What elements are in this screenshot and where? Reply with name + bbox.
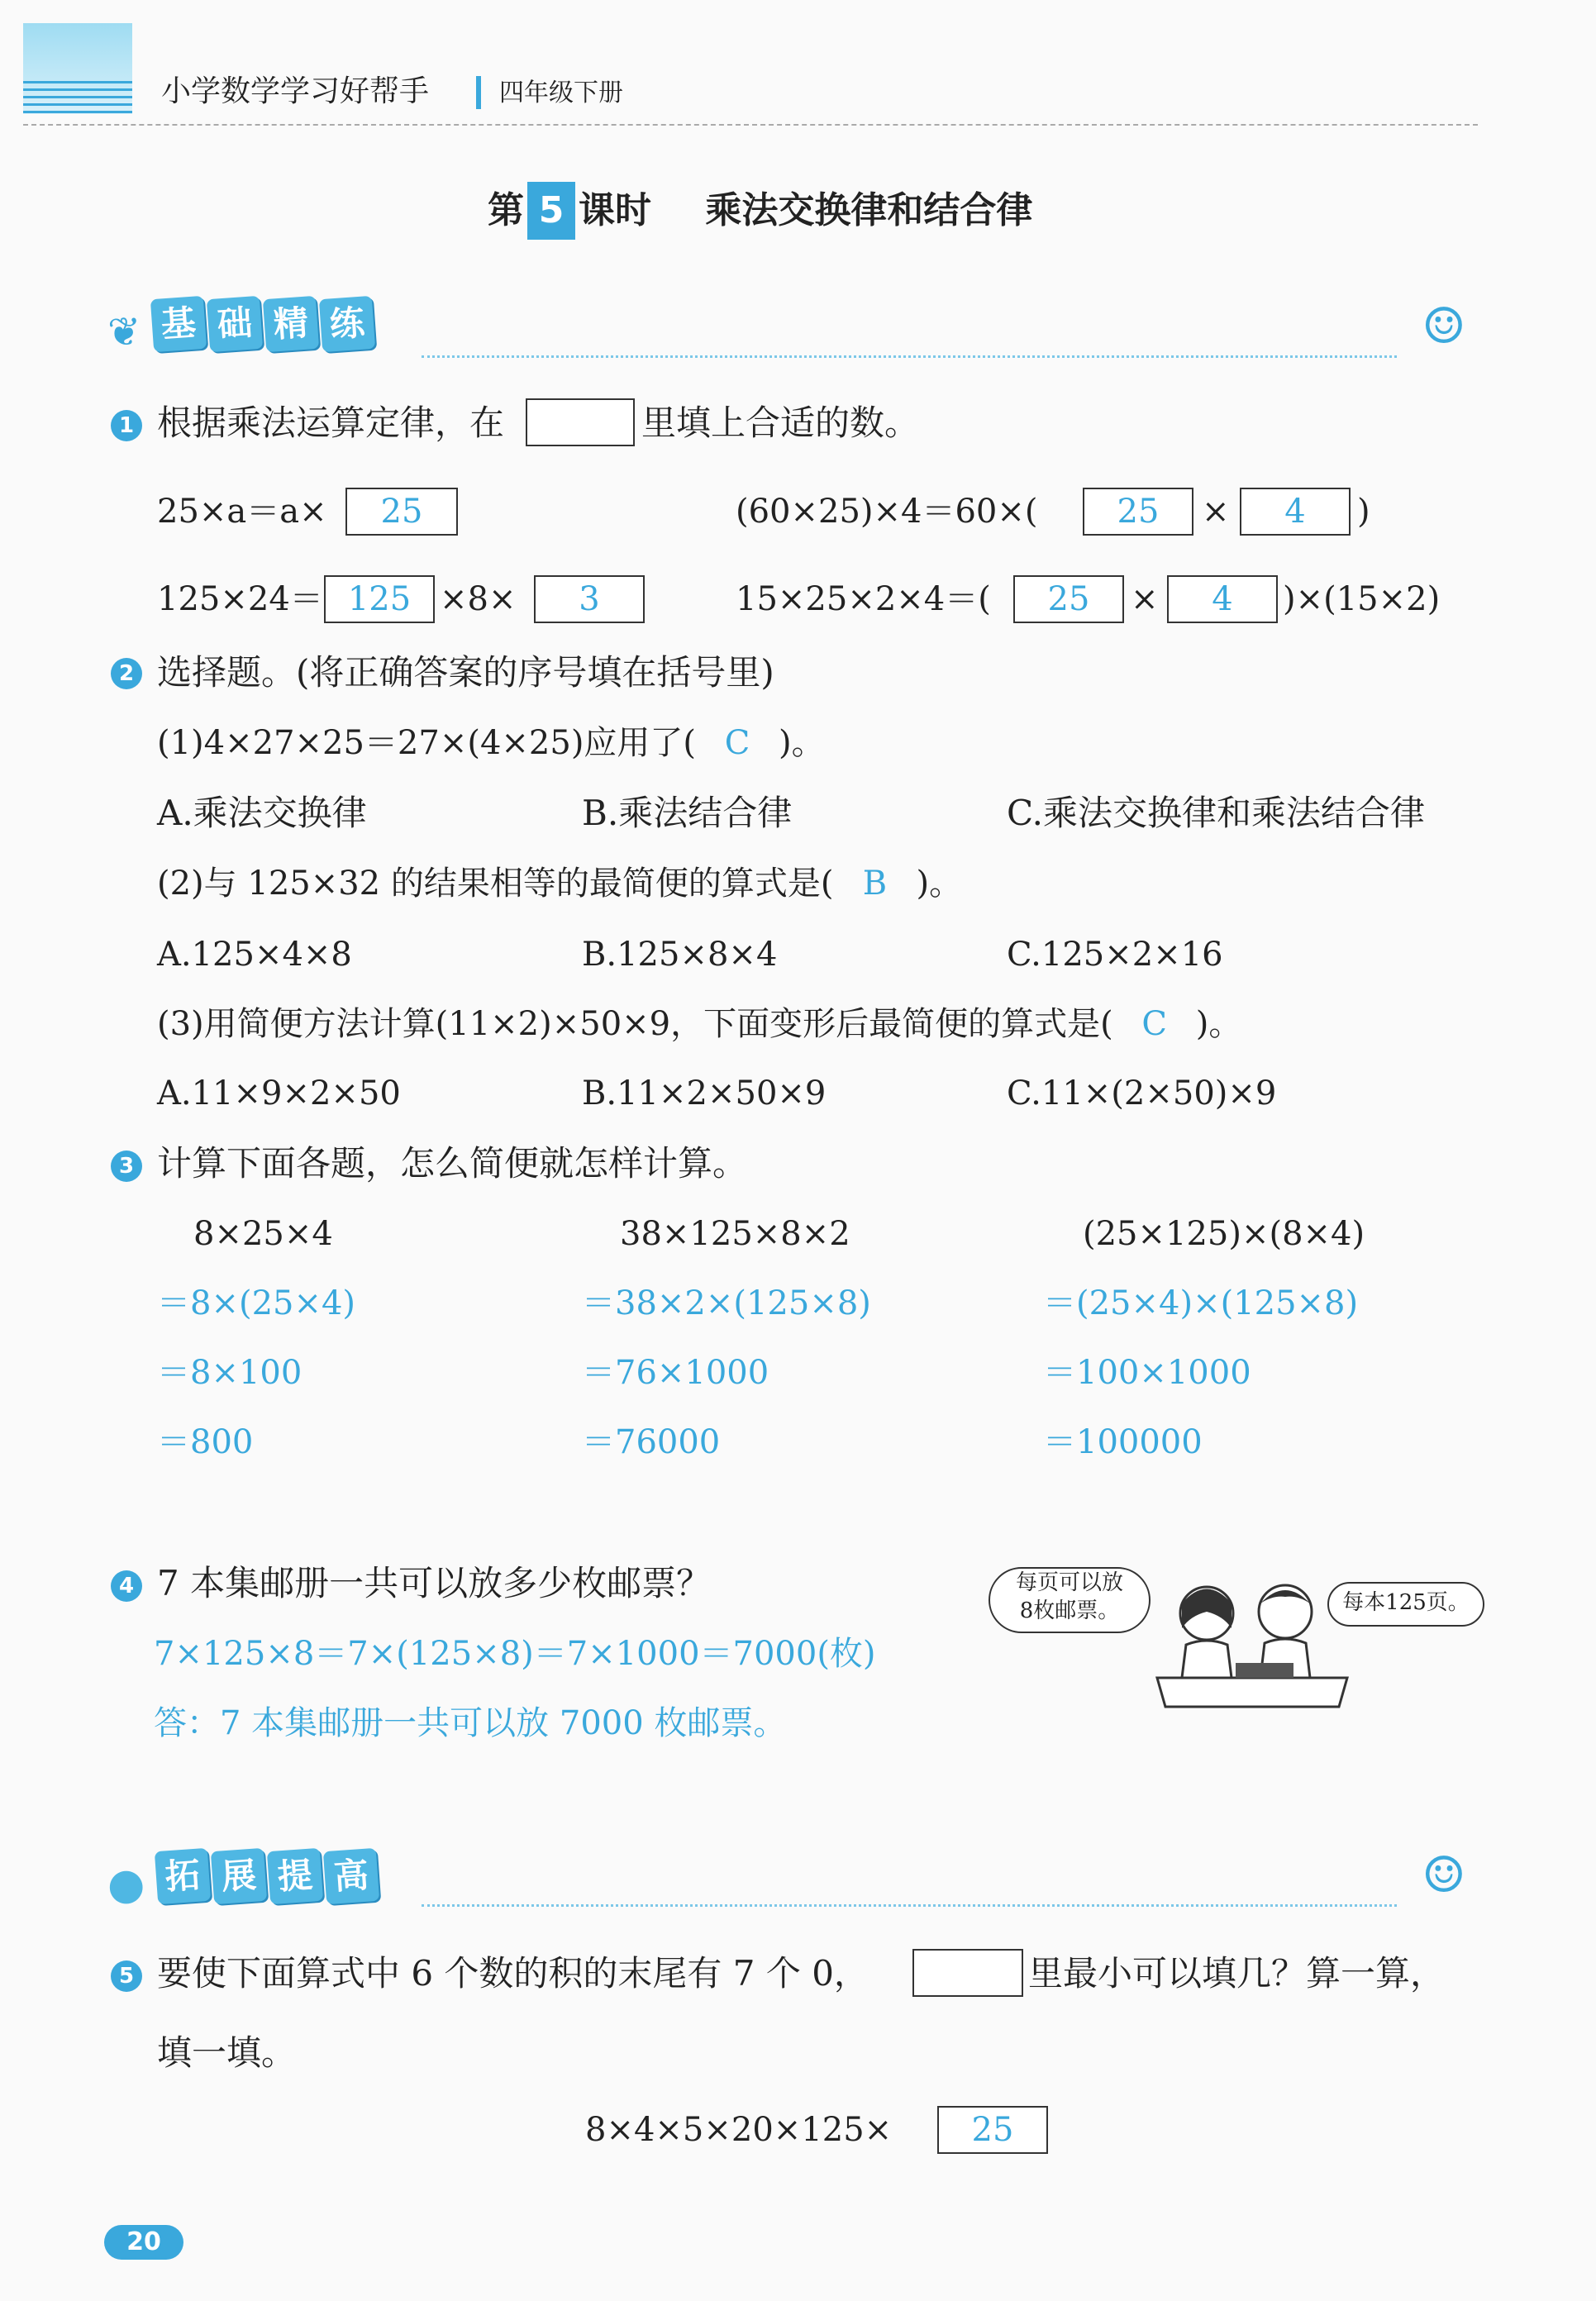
q1-r2-right-end: )×(15×2) bbox=[1283, 580, 1441, 618]
q2-sub2-option-c: C.125×2×16 bbox=[1007, 936, 1223, 974]
header-divider-bar bbox=[476, 76, 481, 109]
question-number-5: 5 bbox=[111, 1960, 142, 1992]
q2-sub2-close: )。 bbox=[916, 865, 963, 903]
q2-sub1-close: )。 bbox=[779, 724, 825, 762]
lesson-title bbox=[488, 182, 1032, 240]
bubble-left-line: 8枚邮票。 bbox=[1019, 1598, 1120, 1623]
running-kid-icon: ☺ bbox=[1422, 298, 1466, 355]
banner-char: 基 bbox=[150, 296, 207, 352]
q3-col2-step: ＝38×2×(125×8) bbox=[582, 1284, 871, 1322]
q2-sub3-stem-text: (3)用简便方法计算(11×2)×50×9，下面变形后最简便的算式是( bbox=[157, 1005, 1113, 1043]
q3-col3-step: ＝100×1000 bbox=[1043, 1354, 1251, 1392]
q4-work: 7×125×8＝7×(125×8)＝7×1000＝7000(枚) bbox=[154, 1635, 876, 1673]
section-rule bbox=[422, 355, 1397, 358]
q2-sub3-option-c: C.11×(2×50)×9 bbox=[1007, 1074, 1277, 1112]
question-number-3: 3 bbox=[111, 1150, 142, 1182]
q1-r2-left-expr: 125×24＝ bbox=[157, 580, 323, 618]
q3-col3-expr: (25×125)×(8×4) bbox=[1083, 1215, 1365, 1253]
q1-r2-right-expr: 15×25×2×4＝( bbox=[736, 580, 991, 618]
sprout-icon: ❦ bbox=[107, 308, 141, 355]
series-title: 小学数学学习好帮手 bbox=[161, 74, 430, 108]
bubbles-icon: ● bbox=[107, 1859, 145, 1909]
q5-expr: 8×4×5×20×125× bbox=[585, 2111, 893, 2149]
q2-sub1-option-a: A.乘法交换律 bbox=[157, 793, 367, 833]
speech-bubble-left bbox=[989, 1567, 1151, 1633]
lesson-number-badge: 5 bbox=[527, 182, 575, 240]
answer-box: 25 bbox=[1083, 488, 1193, 536]
q3-col2-step: ＝76×1000 bbox=[582, 1354, 769, 1392]
q2-sub1-stem-text: (1)4×27×25＝27×(4×25)应用了( bbox=[157, 724, 697, 762]
section-banner-extend bbox=[107, 1850, 381, 1909]
answer-box: 4 bbox=[1240, 488, 1351, 536]
speech-bubble-right: 每本125页。 bbox=[1327, 1582, 1484, 1627]
q3-col1-expr: 8×25×4 bbox=[193, 1215, 333, 1253]
question-number-4: 4 bbox=[111, 1570, 142, 1602]
q2-sub3-stem bbox=[157, 1000, 1241, 1048]
lesson-topic: 乘法交换律和结合律 bbox=[705, 189, 1033, 231]
question-number-1: 1 bbox=[111, 410, 142, 441]
answer-box: 25 bbox=[1013, 575, 1124, 623]
q2-sub2-option-b: B.125×8×4 bbox=[582, 936, 778, 974]
children-illustration bbox=[1149, 1570, 1355, 1711]
q2-sub3-option-b: B.11×2×50×9 bbox=[582, 1074, 827, 1112]
q3-col1-step: ＝8×100 bbox=[157, 1354, 303, 1392]
q3-col3-step: ＝(25×4)×(125×8) bbox=[1043, 1284, 1359, 1322]
q2-sub3-option-a: A.11×9×2×50 bbox=[157, 1074, 401, 1112]
q1-r1-right-end: ) bbox=[1357, 493, 1370, 531]
q1-r2-left-mid: ×8× bbox=[440, 580, 517, 618]
banner-char: 拓 bbox=[155, 1848, 211, 1904]
q5-prompt-b: 里最小可以填几？算一算， bbox=[1028, 1953, 1446, 1994]
q3-col1-step: ＝800 bbox=[157, 1423, 254, 1461]
q5-prompt-a: 要使下面算式中 6 个数的积的末尾有 7 个 0， bbox=[157, 1953, 869, 1994]
answer-box: 25 bbox=[937, 2106, 1048, 2154]
section-rule bbox=[422, 1904, 1397, 1907]
q3-col2-expr: 38×125×8×2 bbox=[620, 1215, 850, 1253]
q2-sub2-answer: B bbox=[862, 865, 888, 903]
header-stripes bbox=[23, 81, 132, 114]
q2-sub2-stem bbox=[157, 860, 962, 908]
q1-r1-right-mid: × bbox=[1202, 493, 1230, 531]
q2-sub1-option-c: C.乘法交换律和乘法结合律 bbox=[1007, 793, 1425, 833]
answer-box: 25 bbox=[345, 488, 458, 536]
q4-answer: 答：7 本集邮册一共可以放 7000 枚邮票。 bbox=[154, 1704, 787, 1742]
answer-box: 125 bbox=[324, 575, 435, 623]
q3-col1-step: ＝8×(25×4) bbox=[157, 1284, 356, 1322]
q5-prompt-blank-box bbox=[912, 1949, 1023, 1997]
q3-prompt: 计算下面各题，怎么简便就怎样计算。 bbox=[157, 1143, 748, 1184]
question-number-2: 2 bbox=[111, 658, 142, 689]
header-rule bbox=[23, 124, 1478, 126]
q1-r2-right-mid: × bbox=[1131, 580, 1159, 618]
q2-sub3-close: )。 bbox=[1195, 1005, 1242, 1043]
lesson-suffix: 课时 bbox=[579, 189, 651, 231]
answer-box: 3 bbox=[534, 575, 645, 623]
grade-label: 四年级下册 bbox=[499, 79, 623, 107]
answer-box: 4 bbox=[1167, 575, 1278, 623]
q1-prompt-b: 里填上合适的数。 bbox=[641, 403, 920, 443]
banner-char: 础 bbox=[207, 296, 263, 352]
banner-char: 练 bbox=[319, 296, 375, 352]
page-number: 20 bbox=[104, 2225, 183, 2260]
bubble-left-line: 每页可以放 bbox=[1015, 1570, 1123, 1595]
q1-r1-left-expr: 25×a＝a× bbox=[157, 493, 327, 531]
q2-sub2-option-a: A.125×4×8 bbox=[157, 936, 352, 974]
q2-sub1-option-b: B.乘法结合律 bbox=[582, 793, 793, 833]
q2-prompt: 选择题。(将正确答案的序号填在括号里) bbox=[157, 652, 774, 693]
q1-prompt-a: 根据乘法运算定律，在 bbox=[157, 403, 505, 443]
banner-char: 展 bbox=[211, 1848, 267, 1904]
section-banner-basic bbox=[107, 298, 377, 355]
q4-prompt: 7 本集邮册一共可以放多少枚邮票？ bbox=[157, 1563, 712, 1603]
q2-sub2-stem-text: (2)与 125×32 的结果相等的最简便的算式是( bbox=[157, 865, 834, 903]
q3-col2-step: ＝76000 bbox=[582, 1423, 721, 1461]
q5-prompt-c: 填一填。 bbox=[157, 2032, 297, 2073]
q1-r1-right-expr: (60×25)×4＝60×( bbox=[736, 493, 1038, 531]
banner-char: 提 bbox=[267, 1848, 323, 1904]
lesson-prefix: 第 bbox=[488, 189, 524, 231]
banner-char: 精 bbox=[263, 296, 319, 352]
q3-col3-step: ＝100000 bbox=[1043, 1423, 1203, 1461]
banner-char: 高 bbox=[323, 1848, 379, 1904]
q2-sub1-stem bbox=[157, 719, 825, 767]
q1-prompt-blank-box bbox=[526, 398, 635, 446]
q2-sub1-answer: C bbox=[724, 724, 750, 762]
running-kid-icon: ☺ bbox=[1422, 1846, 1466, 1904]
q2-sub3-answer: C bbox=[1141, 1005, 1168, 1043]
